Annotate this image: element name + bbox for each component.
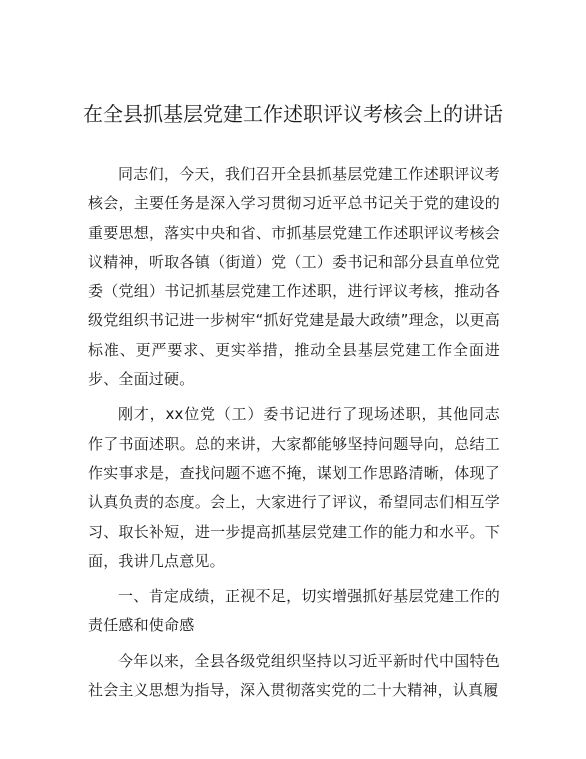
document-body — [88, 160, 500, 705]
review-summary-paragraph: 刚才，xx位党（工）委书记进行了现场述职，其他同志作了书面述职。总的来讲，大家都能够坚持问题导向，总结工作实事求是，查找问题不遮不掩，谋划工作思路清晰，体现了认真负责的态度。会上，大家进行了评议，希望同志们相互学习、取长补短，进一步提高抓基层党建工作的能力和水平。下面，我讲几点意见。 — [88, 405, 500, 570]
opening-paragraph: 同志们，今天，我们召开全县抓基层党建工作述职评议考核会，主要任务是深入学习贯彻习近平总书记关于党的建设的重要思想，落实中央和省、市抓基层党建工作述职评议考核会议精神，听取各镇（街道）党（工）委书记和部分县直单位党委（党组）书记抓基层党建工作述职，进行评议考核，推动各级党组织书记进一步树牢“抓好党建是最大政绩”理念，以更高标准、更严要求、更实举措，推动全县基层党建工作全面进步、全面过硬。 — [88, 165, 500, 389]
document-title: 在全县抓基层党建工作述职评议考核会上的讲话 — [83, 102, 503, 126]
section-heading: 一、肯定成绩，正视不足，切实增强抓好基层党建工作的责任感和使命感 — [88, 587, 500, 635]
section-body-paragraph: 今年以来，全县各级党组织坚持以习近平新时代中国特色社会主义思想为指导，深入贯彻落实党的二十大精神，认真履 — [88, 651, 500, 700]
